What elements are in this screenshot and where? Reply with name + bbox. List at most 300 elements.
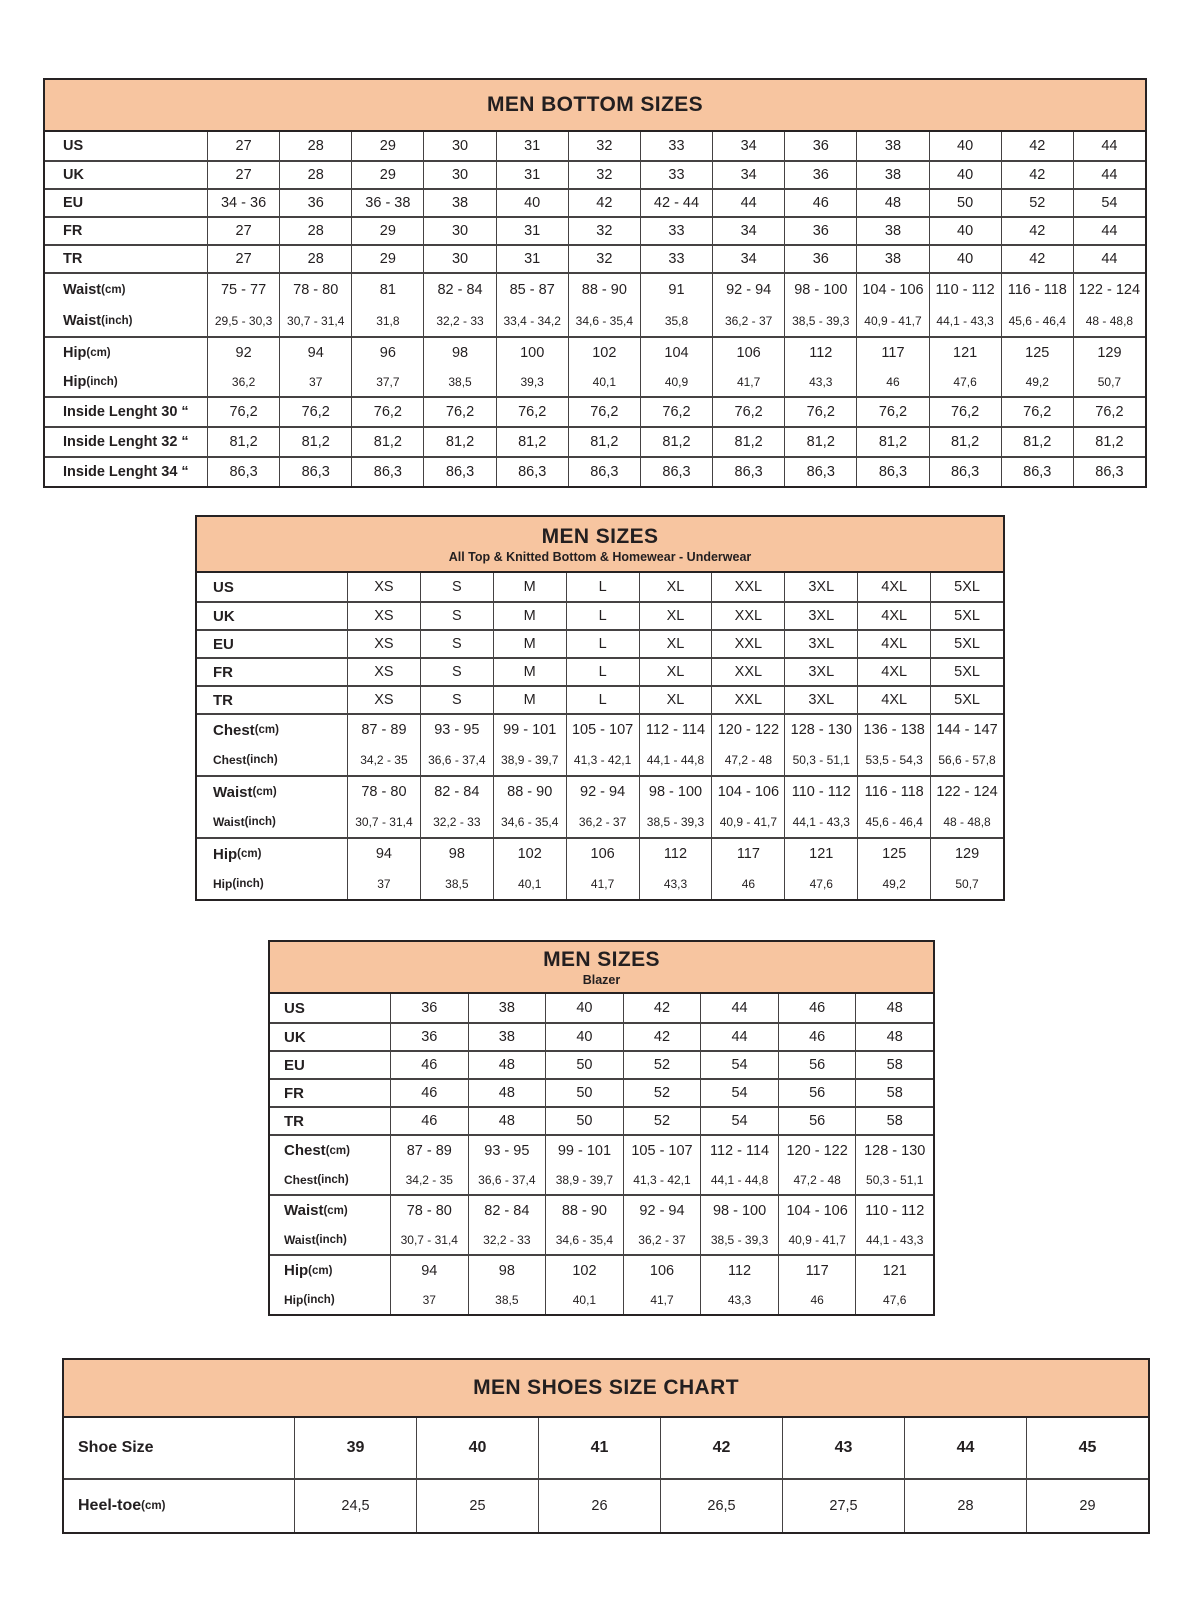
table-cell: [351, 190, 423, 216]
table-cell: [784, 132, 856, 160]
cell-value: 30: [451, 223, 469, 239]
row-label-unit: (inch): [232, 878, 264, 890]
row-label-cell: [270, 1108, 390, 1134]
table-cell: [784, 218, 856, 244]
cell-value: 86,3: [662, 464, 691, 480]
table-cell: [566, 573, 639, 601]
cell-value: 42 - 44: [653, 195, 700, 211]
table-cell: [640, 190, 712, 216]
cell-value: L: [598, 636, 607, 652]
table-row: [45, 426, 1145, 456]
table-cell: [778, 1052, 856, 1078]
table-row: [45, 216, 1145, 244]
row-label-cell: [45, 428, 207, 456]
cell-value: 42: [712, 1439, 731, 1456]
table-cell: [855, 1024, 933, 1050]
cell-value: 98: [498, 1262, 515, 1279]
row-label: TR: [284, 1112, 304, 1130]
row-label-text: Hip: [284, 1262, 309, 1279]
row-label: US: [213, 578, 234, 596]
table-title: MEN SHOES SIZE CHART: [473, 1376, 739, 1399]
cell-value: 82 - 84: [434, 784, 480, 800]
cell-value: 46: [810, 1292, 824, 1307]
table-cell: [568, 190, 640, 216]
cell-value: 40: [957, 251, 974, 267]
table-row: [45, 188, 1145, 216]
cell-value: 3XL: [808, 636, 835, 652]
table-cell: [855, 1052, 933, 1078]
table-cell: [640, 218, 712, 244]
cell-value: 44,1 - 44,8: [646, 753, 705, 767]
table-cell: [929, 246, 1001, 272]
table-cell: [856, 162, 928, 188]
row-label-cell: [197, 715, 347, 775]
table-cell: [640, 274, 712, 336]
table-men-bottom-sizes: [43, 78, 1147, 488]
cell-value: 48 - 48,8: [1085, 313, 1134, 328]
table-cell: [784, 274, 856, 336]
table-cell: [423, 218, 495, 244]
cell-value: 36: [421, 1000, 438, 1016]
table-cell: [351, 218, 423, 244]
table-cell: [856, 458, 928, 486]
row-label: EU: [213, 635, 234, 653]
table-cell: [782, 1418, 904, 1478]
table-cell: [700, 1052, 778, 1078]
row-label: [63, 274, 207, 305]
cell-value: 36,2 - 37: [578, 815, 627, 829]
cell-value: 76,2: [950, 404, 980, 420]
table-cell: [423, 338, 495, 396]
cell-value: 47,6: [953, 374, 977, 389]
table-cell: [351, 338, 423, 396]
cell-value: 36: [421, 1029, 438, 1045]
row-label: EU: [63, 195, 84, 211]
cell-value: 104 - 106: [786, 1202, 848, 1219]
cell-value: 38: [884, 223, 902, 239]
cell-value: 81,2: [301, 434, 330, 450]
table-subtitle: All Top & Knitted Bottom & Homewear - Underwear: [448, 549, 752, 564]
cell-value: 116 - 118: [1007, 281, 1067, 298]
cell-value: XS: [374, 608, 394, 624]
cell-value: 33,4 - 34,2: [503, 313, 561, 328]
table-cell: [623, 1052, 701, 1078]
cell-value: 38: [884, 138, 902, 154]
table-cell: [1026, 1418, 1148, 1478]
cell-value: 32: [596, 223, 613, 239]
cell-value: 38,5 - 39,3: [792, 313, 850, 328]
table-cell: [496, 398, 568, 426]
table-cell: [712, 132, 784, 160]
table-row: [270, 1106, 933, 1134]
cell-value: 38,5: [448, 374, 472, 389]
cell-value: 41,3 - 42,1: [573, 753, 632, 767]
row-label-unit: (inch): [303, 1293, 335, 1306]
table-cell: [493, 573, 566, 601]
cell-value: 86,3: [518, 464, 547, 480]
table-cell: [420, 687, 493, 713]
table-cell: [390, 994, 468, 1022]
table-cell: [390, 1256, 468, 1314]
cell-value: 50,7: [1097, 374, 1122, 389]
cell-value: L: [598, 692, 607, 708]
table-cell: [351, 458, 423, 486]
cell-value: 37: [309, 374, 323, 389]
table-cell: [778, 1256, 856, 1314]
table-cell: [390, 1052, 468, 1078]
cell-value: 43,3: [809, 374, 833, 389]
table-cell: [420, 573, 493, 601]
cell-value: 34 - 36: [220, 195, 267, 211]
table-subtitle: Blazer: [582, 972, 621, 987]
cell-value: L: [598, 579, 607, 595]
table-cell: [545, 1052, 623, 1078]
cell-value: 42: [653, 1000, 671, 1016]
cell-value: 40: [524, 195, 541, 211]
table-row: [197, 685, 1003, 713]
cell-value: 53,5 - 54,3: [865, 753, 923, 767]
table-cell: [784, 687, 857, 713]
table-cell: [711, 687, 784, 713]
cell-value: 36: [307, 195, 324, 211]
cell-value: 88 - 90: [507, 784, 553, 800]
table-cell: [493, 839, 566, 899]
table-row: [45, 336, 1145, 396]
table-cell: [711, 659, 784, 685]
table-cell: [279, 274, 351, 336]
table-cell: [784, 659, 857, 685]
table-cell: [784, 631, 857, 657]
table-cell: [639, 777, 712, 837]
cell-value: M: [523, 664, 536, 680]
table-cell: [929, 274, 1001, 336]
cell-value: 30: [451, 138, 469, 154]
table-cell: [623, 1080, 701, 1106]
row-label: [213, 745, 347, 775]
cell-value: 117: [736, 846, 760, 862]
table-cell: [623, 1024, 701, 1050]
table-cell: [207, 398, 279, 426]
table-cell: [623, 1108, 701, 1134]
table-row: [197, 775, 1003, 837]
table-cell: [700, 1024, 778, 1050]
cell-value: 44: [1101, 223, 1118, 239]
table-cell: [420, 603, 493, 629]
table-cell: [712, 218, 784, 244]
cell-value: 128 - 130: [790, 722, 852, 738]
table-cell: [279, 132, 351, 160]
cell-value: 30,7 - 31,4: [400, 1232, 458, 1247]
row-label: FR: [63, 223, 83, 239]
row-label: UK: [63, 167, 84, 183]
table-cell: [568, 398, 640, 426]
table-cell: [712, 190, 784, 216]
table-cell: [712, 246, 784, 272]
table-row: [64, 1418, 1148, 1478]
table-row: [197, 629, 1003, 657]
cell-value: 86,3: [373, 464, 402, 480]
cell-value: 44,1 - 44,8: [710, 1172, 769, 1187]
row-label: [63, 367, 207, 396]
table-cell: [639, 603, 712, 629]
cell-value: XS: [374, 692, 394, 708]
cell-value: 5XL: [954, 692, 980, 708]
cell-value: 47,2 - 48: [724, 753, 773, 767]
cell-value: 112 - 114: [710, 1142, 770, 1159]
table-cell: [1073, 458, 1145, 486]
table-cell: [930, 603, 1003, 629]
cell-value: 39: [346, 1439, 365, 1456]
cell-value: 34: [740, 167, 757, 183]
row-label: EU: [284, 1056, 305, 1074]
table-row: [270, 1254, 933, 1314]
row-label-unit: (cm): [141, 1500, 166, 1512]
table-cell: [279, 162, 351, 188]
cell-value: 52: [1029, 195, 1046, 211]
row-label: [213, 715, 347, 745]
table-row: [197, 837, 1003, 899]
cell-value: 46: [886, 374, 900, 389]
cell-value: 45,6 - 46,4: [865, 815, 923, 829]
cell-value: 82 - 84: [437, 281, 483, 298]
cell-value: 38,9 - 39,7: [555, 1172, 614, 1187]
cell-value: 92 - 94: [580, 784, 626, 800]
table-cell: [712, 458, 784, 486]
cell-value: 34,2 - 35: [360, 753, 408, 767]
table-cell: [568, 246, 640, 272]
table-cell: [294, 1418, 416, 1478]
cell-value: 43,3: [663, 877, 688, 891]
table-cell: [1073, 162, 1145, 188]
table-cell: [929, 190, 1001, 216]
row-label-cell: [270, 1196, 390, 1254]
row-label: TR: [213, 691, 233, 709]
cell-value: 81: [379, 281, 396, 298]
table-cell: [857, 687, 930, 713]
cell-value: 54: [1101, 195, 1118, 211]
cell-value: 40: [957, 223, 974, 239]
table-cell: [782, 1480, 904, 1532]
cell-value: 86,3: [950, 464, 980, 480]
table-cell: [855, 1136, 933, 1194]
row-label-text: Chest: [213, 721, 255, 739]
table-cell: [929, 428, 1001, 456]
cell-value: 41: [590, 1439, 609, 1456]
row-label-text: Chest: [213, 753, 247, 767]
cell-value: 81,2: [590, 434, 619, 450]
table-cell: [700, 1080, 778, 1106]
cell-value: XXL: [734, 664, 763, 680]
cell-value: 81,2: [373, 434, 402, 450]
cell-value: 56,6 - 57,8: [938, 753, 996, 767]
cell-value: 31: [524, 167, 541, 183]
cell-value: 122 - 124: [1078, 281, 1141, 298]
row-label: Inside Lenght 34 “: [63, 464, 189, 480]
cell-value: 117: [805, 1262, 829, 1279]
table-cell: [784, 162, 856, 188]
cell-value: 56: [809, 1085, 826, 1101]
cell-value: 26: [591, 1498, 608, 1514]
row-label: Inside Lenght 32 “: [63, 434, 189, 450]
table-title: MEN SIZES: [541, 524, 659, 548]
table-cell: [390, 1136, 468, 1194]
table-cell: [857, 715, 930, 775]
cell-value: 121: [953, 344, 978, 361]
table-cell: [712, 338, 784, 396]
cell-value: M: [523, 579, 536, 595]
cell-value: 100: [520, 344, 545, 361]
table-cell: [640, 398, 712, 426]
table-cell: [857, 573, 930, 601]
cell-value: 42: [1029, 138, 1046, 154]
table-cell: [778, 994, 856, 1022]
cell-value: 110 - 112: [935, 281, 995, 298]
cell-value: 128 - 130: [864, 1142, 926, 1159]
cell-value: 32: [596, 167, 613, 183]
cell-value: 47,6: [809, 877, 833, 891]
cell-value: 44,1 - 43,3: [866, 1232, 924, 1247]
cell-value: 50: [957, 195, 974, 211]
cell-value: 47,2 - 48: [793, 1172, 841, 1187]
table-cell: [857, 603, 930, 629]
table-cell: [640, 458, 712, 486]
row-label: Shoe Size: [78, 1439, 154, 1456]
cell-value: 36,6 - 37,4: [478, 1172, 536, 1187]
table-cell: [351, 246, 423, 272]
cell-value: 38: [884, 251, 902, 267]
table-cell: [700, 1256, 778, 1314]
table-cell: [640, 246, 712, 272]
table-cell: [279, 218, 351, 244]
table-cell: [423, 246, 495, 272]
row-label: FR: [213, 663, 233, 681]
cell-value: 48: [498, 1085, 515, 1101]
row-label-cell: [270, 1024, 390, 1050]
cell-value: 48: [886, 1000, 903, 1016]
table-cell: [468, 994, 546, 1022]
row-label-unit: (cm): [308, 1264, 333, 1277]
cell-value: 54: [731, 1113, 748, 1129]
table-cell: [855, 994, 933, 1022]
row-label-cell: [270, 1052, 390, 1078]
cell-value: 38,9 - 39,7: [501, 753, 559, 767]
cell-value: 30,7 - 31,4: [287, 313, 345, 328]
cell-value: 4XL: [881, 636, 908, 652]
cell-value: 129: [954, 846, 980, 862]
table-cell: [929, 398, 1001, 426]
row-label-cell: [45, 162, 207, 188]
cell-value: 28: [957, 1498, 974, 1514]
row-label: UK: [284, 1028, 306, 1046]
table-cell: [930, 777, 1003, 837]
cell-value: 27: [235, 223, 252, 239]
table-cell: [416, 1480, 538, 1532]
table-cell: [568, 274, 640, 336]
cell-value: XL: [666, 636, 685, 652]
cell-value: 86,3: [1023, 464, 1052, 480]
row-label-cell: [45, 398, 207, 426]
table-cell: [623, 1256, 701, 1314]
cell-value: 44: [740, 195, 757, 211]
table-cell: [545, 1080, 623, 1106]
cell-value: 50: [576, 1057, 593, 1073]
table-cell: [545, 1196, 623, 1254]
cell-value: 38: [884, 167, 902, 183]
cell-value: XXL: [734, 636, 763, 652]
cell-value: 30: [451, 251, 469, 267]
row-label: FR: [284, 1084, 304, 1102]
cell-value: 56: [809, 1057, 826, 1073]
table-cell: [639, 715, 712, 775]
table-cell: [623, 1136, 701, 1194]
cell-value: 4XL: [881, 608, 908, 624]
table-cell: [351, 398, 423, 426]
table-cell: [1073, 132, 1145, 160]
table-cell: [566, 603, 639, 629]
row-label: [284, 1165, 390, 1194]
table-cell: [784, 603, 857, 629]
table-cell: [207, 218, 279, 244]
table-cell: [1001, 190, 1073, 216]
row-label-unit: (inch): [244, 816, 276, 828]
cell-value: 75 - 77: [220, 281, 267, 298]
cell-value: 41,7: [736, 374, 761, 389]
table-cell: [496, 338, 568, 396]
cell-value: 29: [379, 251, 396, 267]
cell-value: 46: [812, 195, 829, 211]
cell-value: 104 - 106: [862, 281, 924, 298]
row-label-cell: [197, 573, 347, 601]
table-cell: [1001, 246, 1073, 272]
cell-value: 36,6 - 37,4: [428, 753, 486, 767]
cell-value: 54: [731, 1057, 748, 1073]
cell-value: S: [451, 579, 462, 595]
cell-value: 76,2: [734, 404, 763, 420]
cell-value: 34: [740, 138, 757, 154]
table-cell: [493, 603, 566, 629]
table-cell: [857, 631, 930, 657]
table-cell: [538, 1418, 660, 1478]
table-cell: [1001, 398, 1073, 426]
table-cell: [784, 715, 857, 775]
table-cell: [856, 338, 928, 396]
row-label-cell: [64, 1480, 294, 1532]
table-cell: [496, 190, 568, 216]
table-cell: [930, 839, 1003, 899]
cell-value: XS: [374, 579, 394, 595]
cell-value: 144 - 147: [936, 722, 998, 738]
cell-value: 105 - 107: [571, 722, 634, 738]
cell-value: 42: [596, 195, 613, 211]
table-cell: [639, 687, 712, 713]
table-cell: [856, 398, 928, 426]
cell-value: 32,2 - 33: [433, 815, 481, 829]
cell-value: 117: [881, 344, 905, 361]
cell-value: 48 - 48,8: [943, 815, 991, 829]
table-cell: [856, 218, 928, 244]
row-label-cell: [45, 246, 207, 272]
row-label-unit: (cm): [237, 848, 262, 860]
table-cell: [207, 190, 279, 216]
cell-value: 106: [649, 1262, 675, 1279]
row-label-text: Hip: [213, 845, 238, 863]
cell-value: S: [451, 636, 462, 652]
row-label-cell: [64, 1418, 294, 1478]
cell-value: 112 - 114: [645, 722, 706, 738]
cell-value: 92: [235, 344, 252, 361]
table-row: [45, 272, 1145, 336]
cell-value: 58: [886, 1085, 903, 1101]
